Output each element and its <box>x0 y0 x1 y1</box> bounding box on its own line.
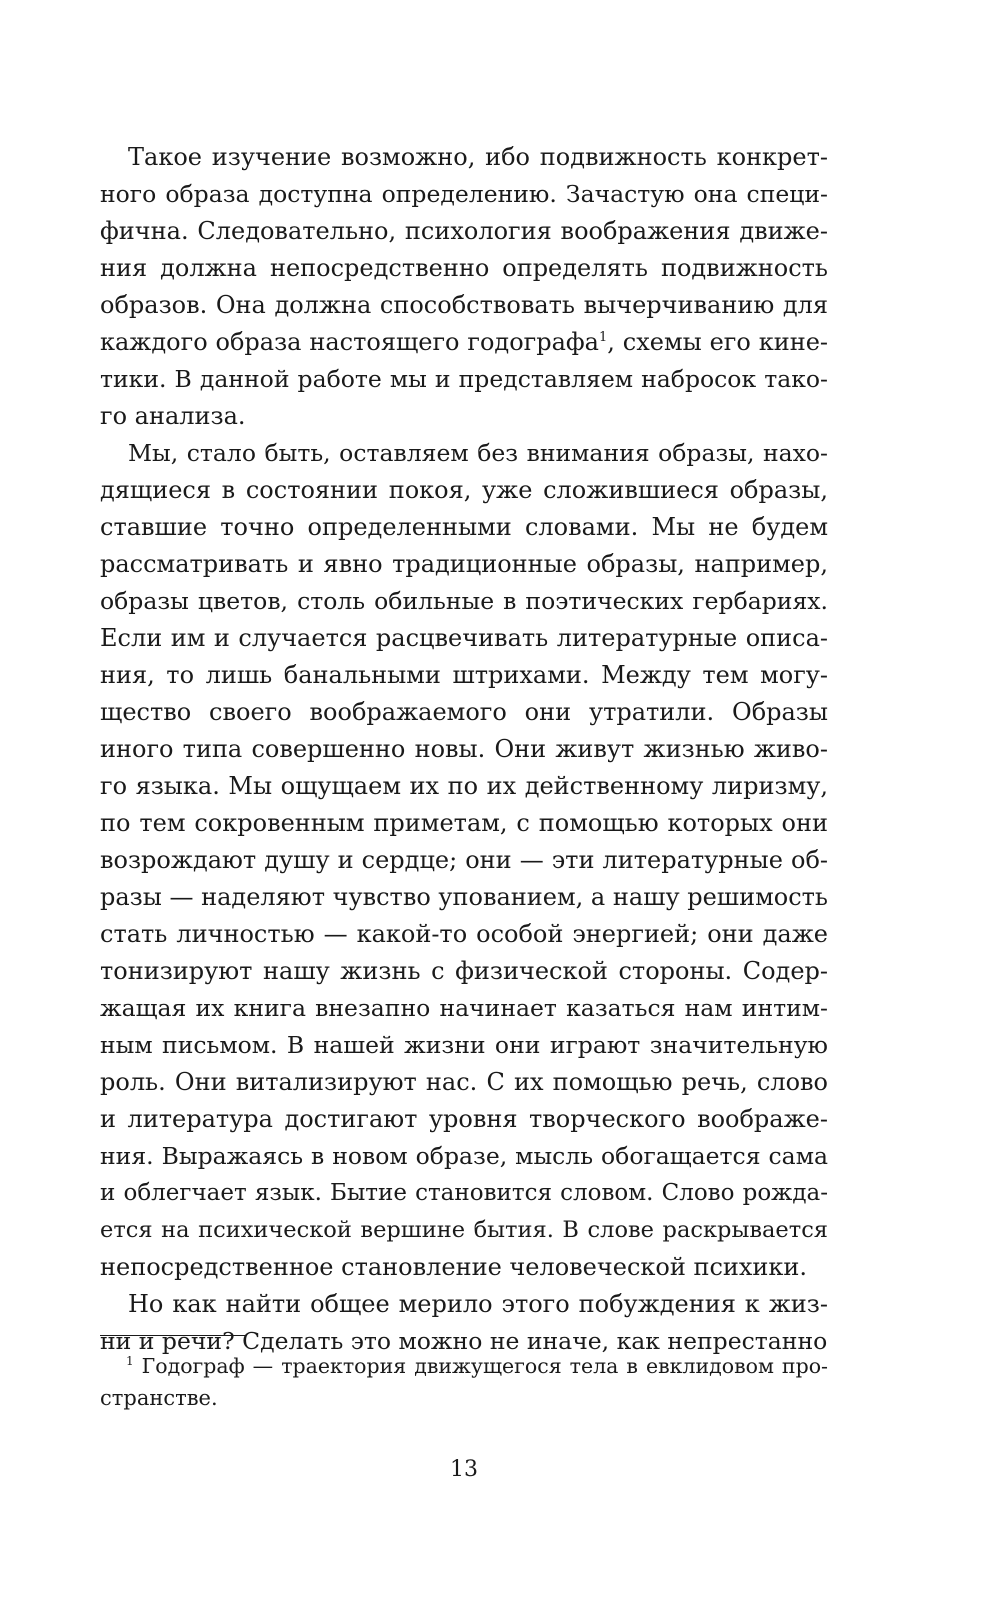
footnote <box>100 1350 828 1414</box>
text-line: ния, то лишь банальными штрихами. Между тем могу- <box>100 661 828 689</box>
text-line: го языка. Мы ощущаем их по их действенному лиризму, <box>100 772 828 800</box>
footnote-divider <box>100 1335 246 1336</box>
text-line-part: , схемы его кине- <box>607 328 829 356</box>
text-line: ния должна непосредственно определять подвижность <box>100 254 828 282</box>
text-line: ставшие точно определенными словами. Мы не будем <box>100 513 828 541</box>
text-line: образов. Она должна способствовать вычерчиванию для <box>100 291 828 319</box>
text-line: непосредственное становление человеческой психики. <box>100 1253 808 1281</box>
text-line: Такое изучение возможно, ибо подвижность конкрет- <box>128 143 828 171</box>
text-line: фична. Следовательно, психология воображения движе- <box>100 217 828 245</box>
text-line: стать личностью — какой-то особой энергией; они даже <box>100 920 828 948</box>
text-line: Но как найти общее мерило этого побуждения к жиз- <box>128 1290 828 1318</box>
footnote-text: Годограф — траектория движущегося тела в евклидовом про- <box>141 1354 828 1378</box>
text-line: и облегчает язык. Бытие становится словом. Слово рожда- <box>100 1180 828 1206</box>
text-line: жащая их книга внезапно начинает казаться нам интим- <box>100 994 828 1022</box>
text-line: тонизируют нашу жизнь с физической стороны. Содер- <box>100 957 828 985</box>
text-line: ется на психической вершине бытия. В слове раскрывается <box>100 1217 828 1243</box>
text-line: ния. Выражаясь в новом образе, мысль обогащается сама <box>100 1142 828 1170</box>
text-line: ным письмом. В нашей жизни они играют значительную <box>100 1031 828 1059</box>
text-line: иного типа совершенно новы. Они живут жизнью живо- <box>100 735 828 763</box>
text-line: по тем сокровенным приметам, с помощью которых они <box>100 809 828 837</box>
text-line: образы цветов, столь обильные в поэтических гербариях. <box>100 587 828 615</box>
text-line: тики. В данной работе мы и представляем набросок тако- <box>100 365 828 393</box>
text-line: го анализа. <box>100 402 246 430</box>
text-line: роль. Они витализируют нас. С их помощью речь, слово <box>100 1068 828 1096</box>
footnote-marker: 1 <box>126 1354 134 1369</box>
text-line: Если им и случается расцвечивать литературные описа- <box>100 624 828 652</box>
footnote-reference: 1 <box>598 330 608 345</box>
text-line: возрождают душу и сердце; они — эти литературные об- <box>100 846 828 874</box>
text-line: разы — наделяют чувство упованием, а нашу решимость <box>100 883 828 911</box>
footnote-line <box>100 1350 828 1382</box>
footnote-line: странстве. <box>100 1386 218 1410</box>
text-line: рассматривать и явно традиционные образы, например, <box>100 550 828 578</box>
paragraph-3 <box>100 1286 828 1360</box>
text-line: Мы, стало быть, оставляем без внимания образы, нахо- <box>128 439 828 467</box>
text-line: ни и речи? Сделать это можно не иначе, как непрестанно <box>100 1327 828 1355</box>
paragraph-1 <box>100 139 828 435</box>
text-line: и литература достигают уровня творческого воображе- <box>100 1105 828 1133</box>
text-line-part: каждого образа настоящего годографа <box>100 328 599 356</box>
text-line: ного образа доступна определению. Зачастую она специ- <box>100 180 828 208</box>
body-text <box>100 139 828 1360</box>
page-number: 13 <box>450 1457 478 1482</box>
paragraph-2 <box>100 435 828 1286</box>
text-line: щество своего воображаемого они утратили. Образы <box>100 698 828 726</box>
text-line <box>100 324 828 361</box>
text-line: дящиеся в состоянии покоя, уже сложившиеся образы, <box>100 476 828 504</box>
